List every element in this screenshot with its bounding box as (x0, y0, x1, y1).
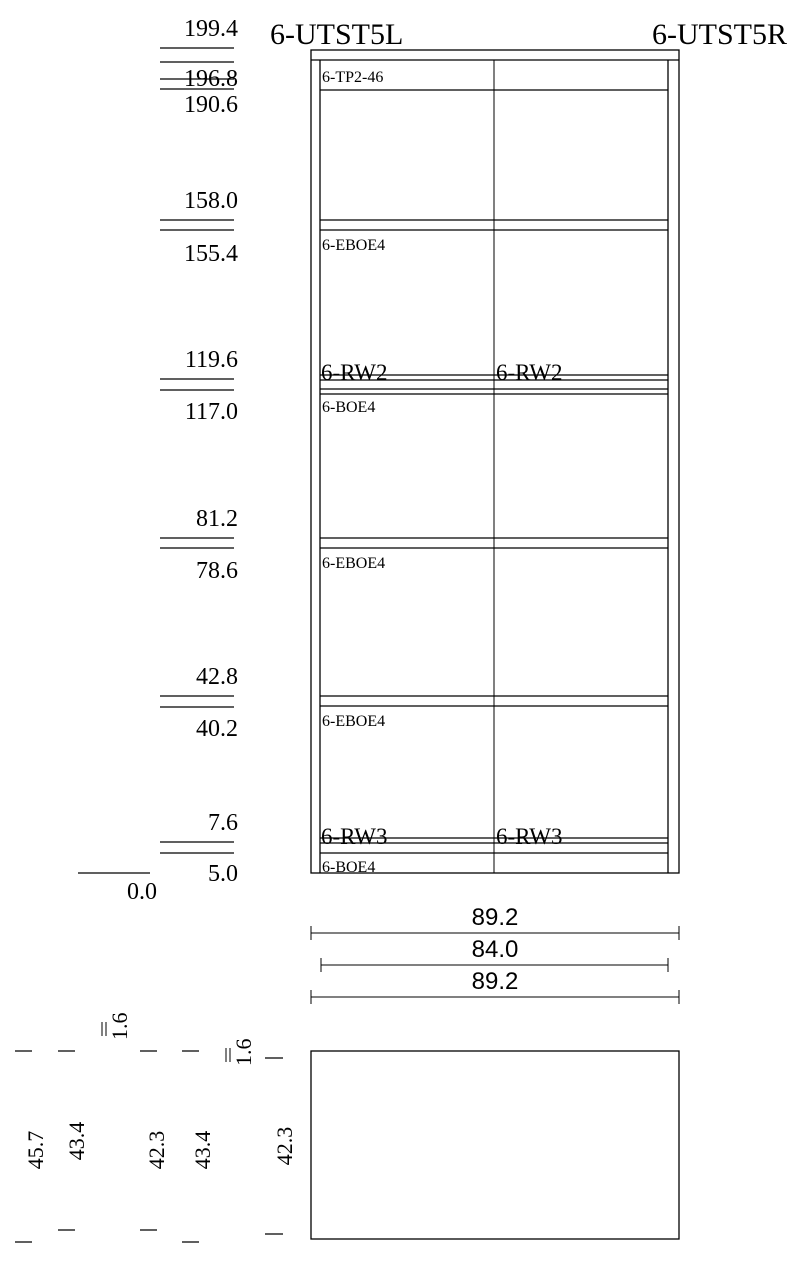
title-right: 6-UTST5R (652, 18, 787, 51)
level-label: 42.8 (196, 664, 238, 690)
level-label: 7.6 (208, 810, 238, 836)
depth-label: 43.4 (190, 1130, 215, 1170)
panel-label-top: 6-TP2-46 (322, 69, 384, 86)
cabinet-outline (311, 50, 679, 873)
depth-label: 45.7 (23, 1130, 48, 1170)
level-label: 119.6 (184, 347, 238, 373)
panel-label-boe-bottom: 6-BOE4 (322, 859, 376, 876)
ground-label: 0.0 (127, 879, 157, 905)
level-label: 78.6 (196, 558, 238, 584)
panel-label-boe: 6-BOE4 (322, 399, 376, 416)
small-depth-label-right: 1.6 (231, 1038, 256, 1066)
panel-label-rw2-left: 6-RW2 (321, 360, 388, 385)
level-label: 190.6 (184, 92, 238, 118)
width-dimensions (311, 904, 679, 1004)
panel-label-eboe: 6-EBOE4 (322, 555, 386, 572)
width-outer-top-label: 89.2 (471, 904, 519, 931)
width-outer-bottom-label: 89.2 (471, 968, 519, 995)
title-left: 6-UTST5L (270, 18, 404, 51)
panel-label-eboe: 6-EBOE4 (322, 713, 386, 730)
level-label: 199.4 (184, 16, 238, 42)
width-inner-label: 84.0 (471, 936, 519, 963)
cabinet-elevation (311, 50, 679, 876)
panel-label-rw2-right: 6-RW2 (496, 360, 563, 385)
level-label: 196.8 (184, 66, 238, 92)
level-label: 81.2 (196, 506, 238, 532)
level-markers (78, 16, 238, 905)
panel-label-eboe: 6-EBOE4 (322, 237, 386, 254)
level-label: 158.0 (184, 188, 238, 214)
level-label: 155.4 (184, 241, 238, 267)
level-label: 5.0 (208, 861, 238, 887)
depth-label: 42.3 (144, 1130, 169, 1170)
level-label: 40.2 (196, 716, 238, 742)
depth-dimensions (15, 1013, 297, 1243)
small-depth-label-left: 1.6 (107, 1012, 132, 1040)
depth-label: 42.3 (272, 1126, 297, 1166)
depth-label: 43.4 (64, 1121, 89, 1161)
plan-view-outline (311, 1051, 679, 1239)
level-label: 117.0 (184, 399, 238, 425)
panel-label-rw3-left: 6-RW3 (321, 824, 388, 849)
panel-label-rw3-right: 6-RW3 (496, 824, 563, 849)
